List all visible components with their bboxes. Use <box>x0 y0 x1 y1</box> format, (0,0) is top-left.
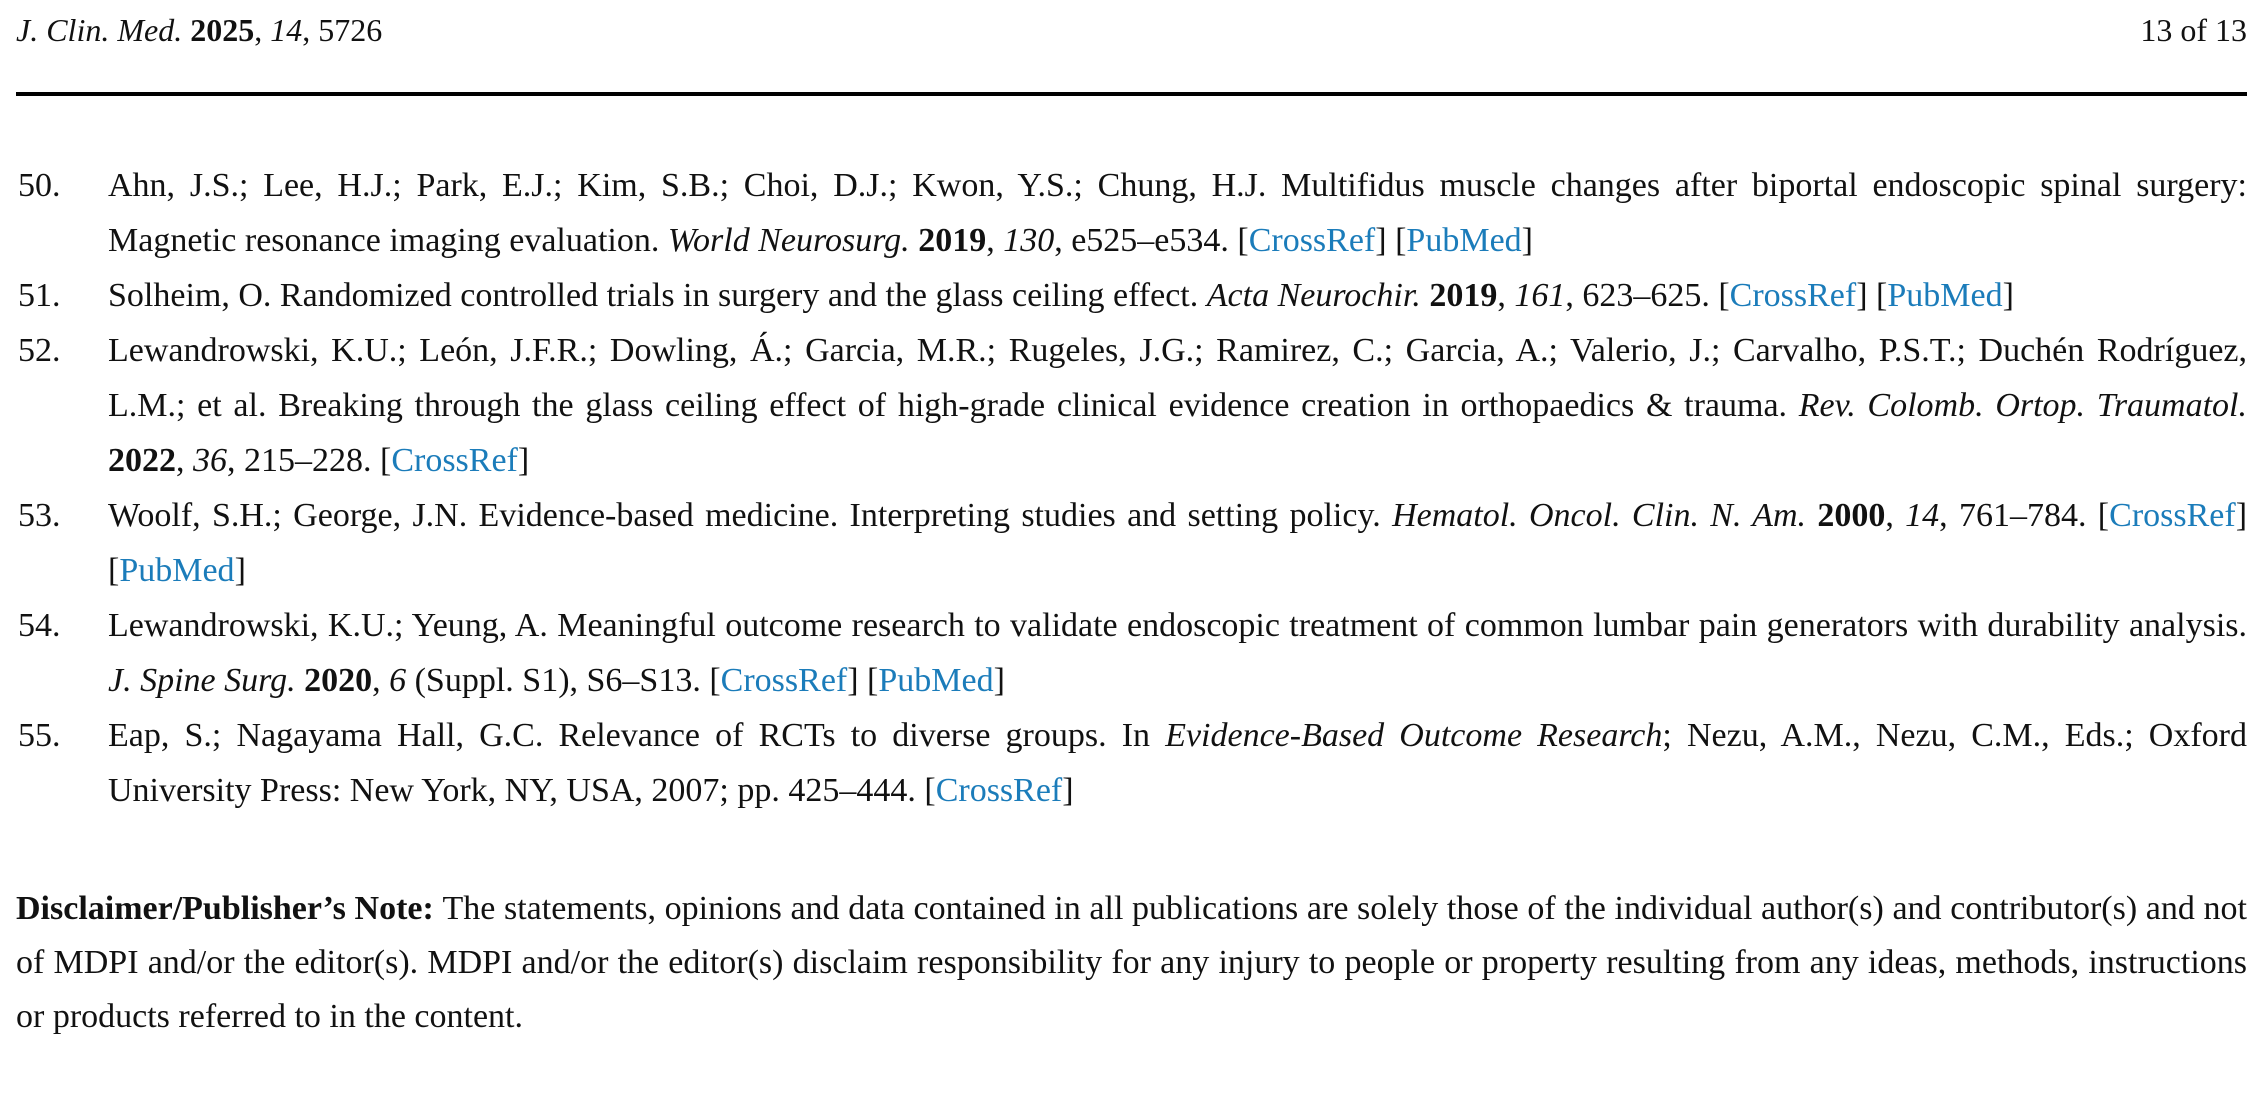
text-segment: 36 <box>193 442 227 479</box>
reference-item <box>16 158 2247 268</box>
text-segment: World Neurosurg. <box>667 222 910 259</box>
text-segment: Solheim, O. Randomized controlled trials in surgery and the glass ceiling effect. <box>108 277 1207 314</box>
text-segment: (Suppl. S1), S6–S13. [ <box>406 662 721 699</box>
text-segment: ] [ <box>847 662 879 699</box>
reference-text <box>108 598 2247 708</box>
text-segment: Eap, S.; Nagayama Hall, G.C. Relevance of RCTs to diverse groups. In <box>108 717 1166 754</box>
reference-item <box>16 598 2247 708</box>
text-segment: Hematol. Oncol. Clin. N. Am. <box>1392 497 1807 534</box>
reference-text <box>108 268 2247 323</box>
running-head-citation <box>16 10 382 50</box>
pubmed-link[interactable]: PubMed <box>878 662 994 699</box>
reference-item <box>16 268 2247 323</box>
text-segment: ] [ <box>1856 277 1888 314</box>
text-segment: 14 <box>1905 497 1940 534</box>
text-segment: Evidence-Based Outcome Research <box>1165 717 1663 754</box>
text-segment: , e525–e534. [ <box>1054 222 1249 259</box>
text-segment: 14 <box>270 12 303 48</box>
reference-item <box>16 323 2247 488</box>
crossref-link[interactable]: CrossRef <box>2109 497 2236 534</box>
text-segment: ] <box>2002 277 2014 314</box>
reference-text <box>108 488 2247 598</box>
text-segment: 130 <box>1003 222 1055 259</box>
text-segment: The statements, opinions and data contained in all publications are solely those of the individual author(s) and contributor(s) and not of MDPI and/or the editor(s). MDPI and/or the editor(s) disclaim responsibility for any injury to people or property resulting from any ideas, methods, instructions or products referred to in the content. <box>16 890 2247 1035</box>
text-segment: 2000 <box>1817 497 1886 534</box>
text-segment: Lewandrowski, K.U.; León, J.F.R.; Dowling, Á.; Garcia, M.R.; Rugeles, J.G.; Ramirez, C.; Garcia, A.; Valerio, J.; Carvalho, P.S.T.; Duchén Rodríguez, L.M.; et al. Breaking through the glass ceiling effect of high-grade clinical evidence creation in orthopaedics & trauma. <box>108 332 2247 424</box>
crossref-link[interactable]: CrossRef <box>391 442 518 479</box>
crossref-link[interactable]: CrossRef <box>1729 277 1857 314</box>
reference-text <box>108 323 2247 488</box>
text-segment: , <box>1885 497 1906 534</box>
crossref-link[interactable]: CrossRef <box>935 772 1063 809</box>
text-segment: , 215–228. [ <box>227 442 392 479</box>
text-segment: , <box>372 662 390 699</box>
text-segment <box>910 222 919 259</box>
text-segment: , <box>176 442 193 479</box>
text-segment: Ahn, J.S.; Lee, H.J.; Park, E.J.; Kim, S.B.; Choi, D.J.; Kwon, Y.S.; Chung, H.J. Multifidus muscle changes after biportal endoscopic spinal surgery: Magnetic resonance imaging evaluation. <box>108 167 2247 259</box>
header-divider <box>16 92 2247 96</box>
text-segment: , 623–625. [ <box>1565 277 1730 314</box>
text-segment: , 761–784. [ <box>1939 497 2110 534</box>
pubmed-link[interactable]: PubMed <box>1887 277 2003 314</box>
pubmed-link[interactable]: PubMed <box>119 552 235 589</box>
crossref-link[interactable]: CrossRef <box>1248 222 1376 259</box>
text-segment: ] <box>234 552 246 589</box>
text-segment: ] [ <box>1375 222 1407 259</box>
text-segment: Woolf, S.H.; George, J.N. Evidence-based medicine. Interpreting studies and setting policy. <box>108 497 1393 534</box>
reference-number: 52. <box>18 332 61 369</box>
text-segment: Lewandrowski, K.U.; Yeung, A. Meaningful outcome research to validate endoscopic treatment of common lumbar pain generators with durability analysis. <box>108 607 2247 644</box>
text-segment: J. Spine Surg. <box>108 662 296 699</box>
text-segment: J. Clin. Med. <box>16 12 191 48</box>
text-segment: , 5726 <box>302 12 383 48</box>
text-segment <box>296 662 305 699</box>
disclaimer-note <box>16 882 2247 1044</box>
text-segment: 2019 <box>918 222 987 259</box>
text-segment: 2025 <box>190 12 255 48</box>
text-segment: 2022 <box>108 442 176 479</box>
reference-number: 53. <box>18 497 61 534</box>
text-segment: ] <box>1062 772 1074 809</box>
text-segment: ] [ <box>108 497 2248 589</box>
running-head <box>16 10 2247 50</box>
text-segment: 6 <box>389 662 407 699</box>
page-number: 13 of 13 <box>2140 12 2247 48</box>
reference-number: 51. <box>18 277 61 314</box>
reference-list <box>16 158 2247 818</box>
text-segment: ] <box>1521 222 1533 259</box>
text-segment: 161 <box>1514 277 1566 314</box>
text-segment: , <box>1497 277 1515 314</box>
reference-text <box>108 708 2247 818</box>
pubmed-link[interactable]: PubMed <box>1406 222 1522 259</box>
text-segment: ] <box>993 662 1005 699</box>
reference-number: 55. <box>18 717 61 754</box>
text-segment: 2020 <box>304 662 373 699</box>
text-segment: Acta Neurochir. <box>1206 277 1421 314</box>
text-segment: ; Nezu, A.M., Nezu, C.M., Eds.; Oxford University Press: New York, NY, USA, 2007; pp. 425–444. [ <box>108 717 2248 809</box>
reference-text <box>108 158 2247 268</box>
text-segment: ] <box>517 442 530 479</box>
text-segment: 2019 <box>1429 277 1498 314</box>
text-segment: , <box>986 222 1004 259</box>
text-segment <box>1806 497 1817 534</box>
reference-item <box>16 488 2247 598</box>
text-segment: Rev. Colomb. Ortop. Traumatol. <box>1798 387 2247 424</box>
crossref-link[interactable]: CrossRef <box>720 662 848 699</box>
reference-number: 54. <box>18 607 61 644</box>
text-segment: Disclaimer/Publisher’s Note: <box>16 890 443 927</box>
reference-number: 50. <box>18 167 61 204</box>
text-segment: , <box>254 12 271 48</box>
reference-item <box>16 708 2247 818</box>
